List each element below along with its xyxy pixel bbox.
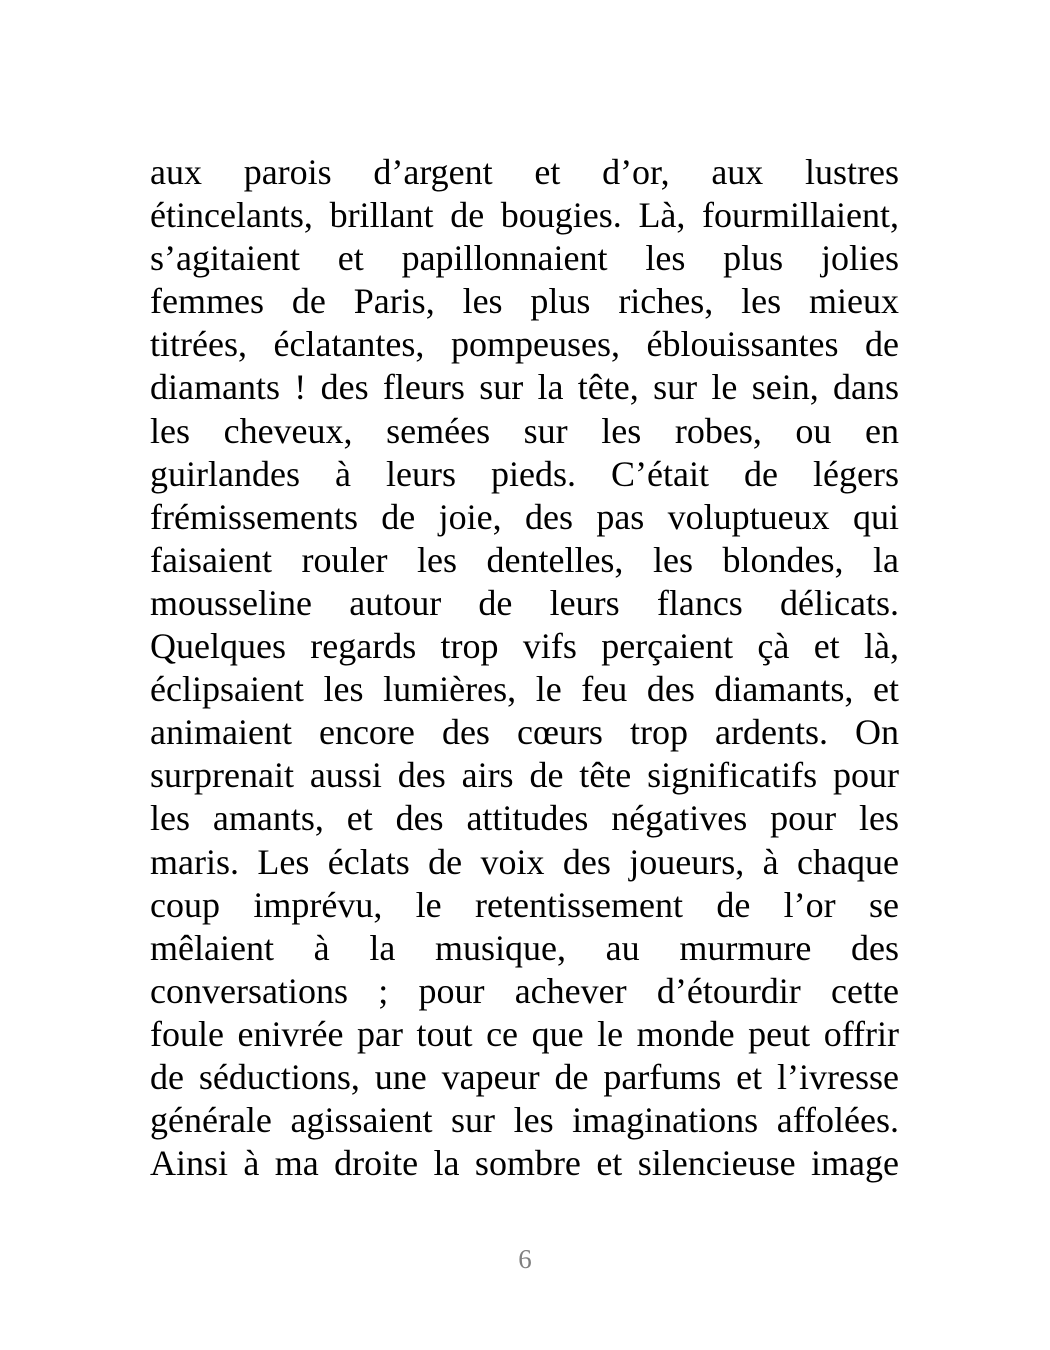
text-line: étincelants, brillant de bougies. Là, fourmillaient, — [150, 195, 899, 236]
text-line: conversations ; pour achever d’étourdir cette — [150, 970, 899, 1011]
body-text — [150, 151, 899, 1185]
text-line: les amants, et des attitudes négatives pour les — [150, 798, 899, 839]
text-line: les cheveux, semées sur les robes, ou en — [150, 410, 899, 451]
page-number: 6 — [518, 1244, 532, 1274]
text-line: femmes de Paris, les plus riches, les mieux — [150, 281, 899, 322]
text-line: surprenait aussi des airs de tête significatifs pour — [150, 755, 899, 796]
text-line: foule enivrée par tout ce que le monde peut offrir — [150, 1013, 899, 1054]
text-line: Quelques regards trop vifs perçaient çà et là, — [150, 626, 899, 667]
text-line: guirlandes à leurs pieds. C’était de légers — [150, 453, 899, 494]
text-line: de séductions, une vapeur de parfums et l’ivresse — [150, 1056, 899, 1097]
text-line: aux parois d’argent et d’or, aux lustres — [150, 152, 899, 192]
text-line: frémissements de joie, des pas voluptueux qui — [150, 496, 899, 537]
text-line: titrées, éclatantes, pompeuses, éblouissantes de — [150, 324, 899, 365]
text-line: mêlaient à la musique, au murmure des — [150, 927, 899, 968]
text-line: maris. Les éclats de voix des joueurs, à chaque — [150, 841, 899, 882]
text-line: Ainsi à ma droite la sombre et silencieuse image — [150, 1143, 899, 1184]
text-line: coup imprévu, le retentissement de l’or se — [150, 884, 899, 925]
text-line: diamants ! des fleurs sur la tête, sur le sein, dans — [150, 367, 899, 408]
text-line: faisaient rouler les dentelles, les blondes, la — [150, 539, 899, 580]
text-line: mousseline autour de leurs flancs délicats. — [150, 582, 899, 623]
text-line: générale agissaient sur les imaginations affolées. — [150, 1100, 899, 1141]
text-line: s’agitaient et papillonnaient les plus jolies — [150, 238, 899, 279]
text-line: éclipsaient les lumières, le feu des diamants, et — [150, 669, 899, 710]
text-line: animaient encore des cœurs trop ardents. On — [150, 712, 899, 753]
